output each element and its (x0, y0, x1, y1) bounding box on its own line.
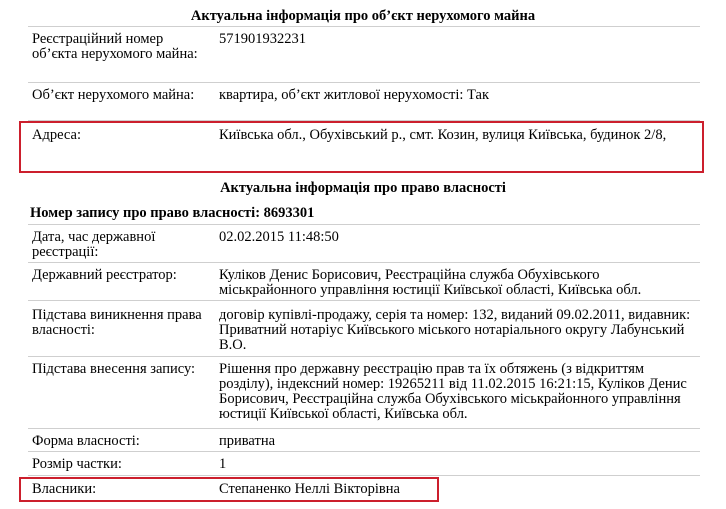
separator (28, 475, 700, 476)
separator (28, 224, 700, 225)
object-type-value: квартира, об’єкт житлової нерухомості: Так (219, 87, 490, 103)
registration-date-label: Дата, час державної реєстрації: (32, 229, 156, 260)
registration-number-value: 571901932231 (219, 31, 306, 47)
separator (28, 451, 700, 452)
owners-value: Степаненко Неллі Вікторівна (219, 481, 400, 497)
record-basis-value: Рішення про державну реєстрацію прав та їх обтяжень (з відкриттям розділу), індексний номер: 19265211 від 11.02.2015 16:21:15, Куліков Денис Борисович, Реєстраційна служба Обухівського міськрайонного управління юстиції Київської області, Київська обл. (219, 361, 687, 422)
separator (28, 262, 700, 263)
ownership-form-value: приватна (219, 433, 276, 449)
ownership-record-heading: Номер запису про право власності: 8693301 (30, 205, 315, 221)
address-highlight-box (19, 121, 704, 173)
registrar-value: Куліков Денис Борисович, Реєстраційна служба Обухівського міськрайонного управління юстиції Київської області, Київська обл. (219, 267, 642, 298)
address-value: Київська обл., Обухівський р., смт. Козин, вулиця Київська, будинок 2/8, (219, 127, 667, 143)
ownership-section-title: Актуальна інформація про право власності (220, 180, 506, 196)
address-label: Адреса: (32, 127, 81, 143)
owners-highlight-box (19, 477, 439, 502)
separator (28, 82, 700, 83)
record-basis-label: Підстава внесення запису: (32, 361, 196, 377)
share-size-value: 1 (219, 456, 227, 472)
registrar-label: Державний реєстратор: (32, 267, 177, 283)
share-size-label: Розмір частки: (32, 456, 122, 472)
registration-date-value: 02.02.2015 11:48:50 (219, 229, 339, 245)
ownership-basis-label: Підстава виникнення права власності: (32, 307, 202, 338)
ownership-form-label: Форма власності: (32, 433, 140, 449)
separator (28, 300, 700, 301)
registration-number-label: Реєстраційний номер об’єкта нерухомого майна: (32, 31, 198, 62)
owners-label: Власники: (32, 481, 97, 497)
separator (28, 26, 700, 27)
object-type-label: Об’єкт нерухомого майна: (32, 87, 195, 103)
separator (28, 356, 700, 357)
ownership-basis-value: договір купівлі-продажу, серія та номер: 132, виданий 09.02.2011, видавник: Приватний нотаріус Київського міського нотаріального округу Лабунський В.О. (219, 307, 691, 353)
separator (28, 428, 700, 429)
object-section-title: Актуальна інформація про об’єкт нерухомого майна (190, 8, 536, 24)
